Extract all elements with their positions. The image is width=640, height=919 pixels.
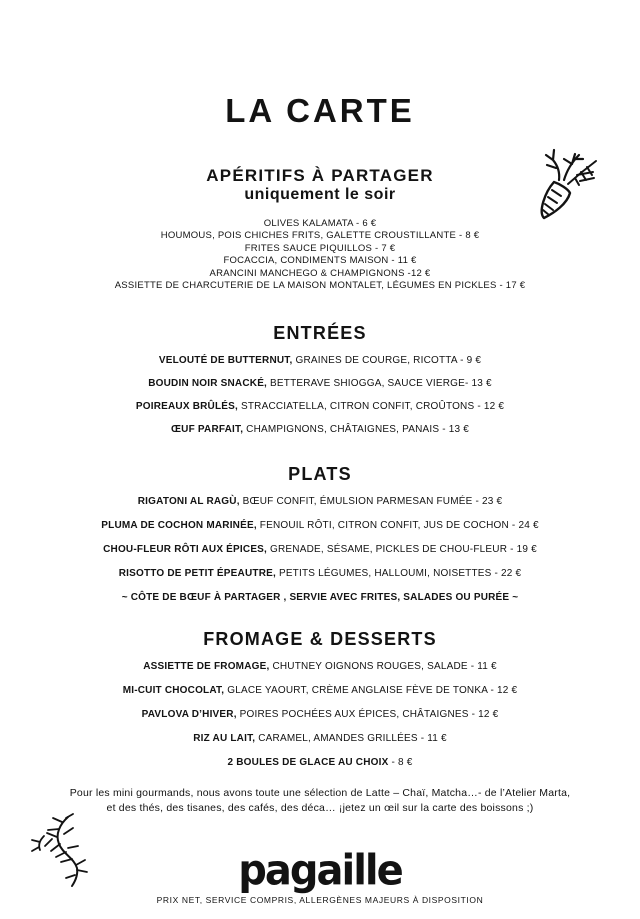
menu-item	[0, 538, 640, 562]
menu-item-desc: CHUTNEY OIGNONS ROUGES, SALADE - 11 €	[269, 661, 497, 673]
menu-item	[0, 562, 640, 586]
menu-item-name: RIGATONI AL RAGÙ,	[137, 496, 240, 508]
section-heading-aperitifs: APÉRITIFS À PARTAGER	[206, 166, 434, 185]
carrot-icon	[524, 140, 604, 233]
menu-item	[0, 514, 640, 538]
menu-item-desc: PETITS LÉGUMES, HALLOUMI, NOISETTES - 22 €	[275, 568, 522, 580]
footer-note-line1: Pour les mini gourmands, nous avons toute une sélection de Latte – Chaï, Matcha…- de l’Atelier Marta,	[69, 787, 571, 800]
menu-item-desc: HOUMOUS, POIS CHICHES FRITS, GALETTE CROUSTILLANTE - 8 €	[160, 230, 480, 242]
menu-item	[0, 243, 640, 255]
menu-item-desc: CARAMEL, AMANDES GRILLÉES - 11 €	[255, 733, 447, 745]
menu-item	[0, 751, 640, 775]
menu-item-name: MI-CUIT CHOCOLAT,	[122, 685, 225, 697]
section-desserts	[0, 630, 640, 775]
menu-item-name: ASSIETTE DE FROMAGE,	[143, 661, 270, 673]
bottom-note: PRIX NET, SERVICE COMPRIS, ALLERGÈNES MAJEURS À DISPOSITION	[156, 895, 484, 906]
menu-item-name: BOUDIN NOIR SNACKÉ,	[148, 378, 268, 390]
menu-item-desc: ASSIETTE DE CHARCUTERIE DE LA MAISON MONTALET, LÉGUMES EN PICKLES - 17 €	[114, 280, 526, 292]
menu-item	[0, 679, 640, 703]
menu-item-desc: GLACE YAOURT, CRÈME ANGLAISE FÈVE DE TONKA - 12 €	[224, 685, 518, 697]
menu-item	[0, 255, 640, 267]
menu-item	[0, 268, 640, 280]
section-heading-desserts: FROMAGE & DESSERTS	[203, 629, 437, 650]
menu-item-desc: FENOUIL RÔTI, CITRON CONFIT, JUS DE COCHON - 24 €	[256, 520, 539, 532]
menu-item-name: ŒUF PARFAIT,	[170, 424, 244, 436]
menu-item-desc: GRENADE, SÉSAME, PICKLES DE CHOU-FLEUR - 19 €	[267, 544, 537, 556]
menu-item-desc: BŒUF CONFIT, ÉMULSION PARMESAN FUMÉE - 23 €	[239, 496, 503, 508]
desserts-list	[0, 655, 640, 775]
plats-list	[0, 490, 640, 610]
footer-note-line2: et des thés, des tisanes, des cafés, des déca… ¡jetez un œil sur la carte des boissons ;)	[106, 802, 534, 815]
section-subheading-aperitifs: uniquement le soir	[244, 186, 396, 203]
menu-item-name: RISOTTO DE PETIT ÉPEAUTRE,	[118, 568, 276, 580]
sharing-note	[0, 586, 640, 610]
menu-item	[0, 349, 640, 372]
section-entrees	[0, 324, 640, 441]
menu-item-desc: FRITES SAUCE PIQUILLOS - 7 €	[244, 242, 396, 254]
menu-item-name: ~ CÔTE DE BŒUF À PARTAGER , SERVIE AVEC FRITES, SALADES OU PURÉE ~	[121, 592, 519, 604]
menu-item	[0, 418, 640, 441]
menu-item	[0, 703, 640, 727]
menu-item-name: 2 BOULES DE GLACE AU CHOIX	[227, 757, 389, 769]
menu-item	[0, 280, 640, 292]
page-title: LA CARTE	[225, 92, 415, 129]
menu-item	[0, 395, 640, 418]
menu-item	[0, 727, 640, 751]
section-heading-plats: PLATS	[288, 464, 352, 485]
menu-item	[0, 655, 640, 679]
entrees-list	[0, 349, 640, 441]
menu-item-desc: STRACCIATELLA, CITRON CONFIT, CROÛTONS - 12 €	[238, 401, 505, 413]
menu-item-name: POIREAUX BRÛLÉS,	[135, 401, 238, 413]
section-heading-entrees: ENTRÉES	[273, 323, 367, 344]
menu-item-name: VELOUTÉ DE BUTTERNUT,	[158, 355, 293, 367]
menu-item-name: PAVLOVA D’HIVER,	[141, 709, 237, 721]
menu-item-desc: OLIVES KALAMATA - 6 €	[263, 218, 377, 229]
menu-item-desc: CHAMPIGNONS, CHÂTAIGNES, PANAIS - 13 €	[243, 424, 470, 436]
menu-item-name: RIZ AU LAIT,	[193, 733, 256, 745]
menu-item-desc: ARANCINI MANCHEGO & CHAMPIGNONS -12 €	[209, 267, 431, 279]
menu-item-desc: BETTERAVE SHIOGGA, SAUCE VIERGE- 13 €	[267, 378, 492, 390]
menu-item-desc: FOCACCIA, CONDIMENTS MAISON - 11 €	[223, 255, 417, 267]
menu-item-name: PLUMA DE COCHON MARINÉE,	[101, 520, 257, 532]
section-plats	[0, 465, 640, 610]
menu-item-desc: - 8 €	[388, 757, 413, 769]
menu-item-desc: GRAINES DE COURGE, RICOTTA - 9 €	[292, 355, 482, 367]
restaurant-logo: pagaille	[238, 847, 402, 896]
menu-item-desc: POIRES POCHÉES AUX ÉPICES, CHÂTAIGNES - 12 €	[236, 709, 499, 721]
menu-item	[0, 372, 640, 395]
menu-item-name: CHOU-FLEUR RÔTI AUX ÉPICES,	[103, 544, 268, 556]
menu-item	[0, 490, 640, 514]
